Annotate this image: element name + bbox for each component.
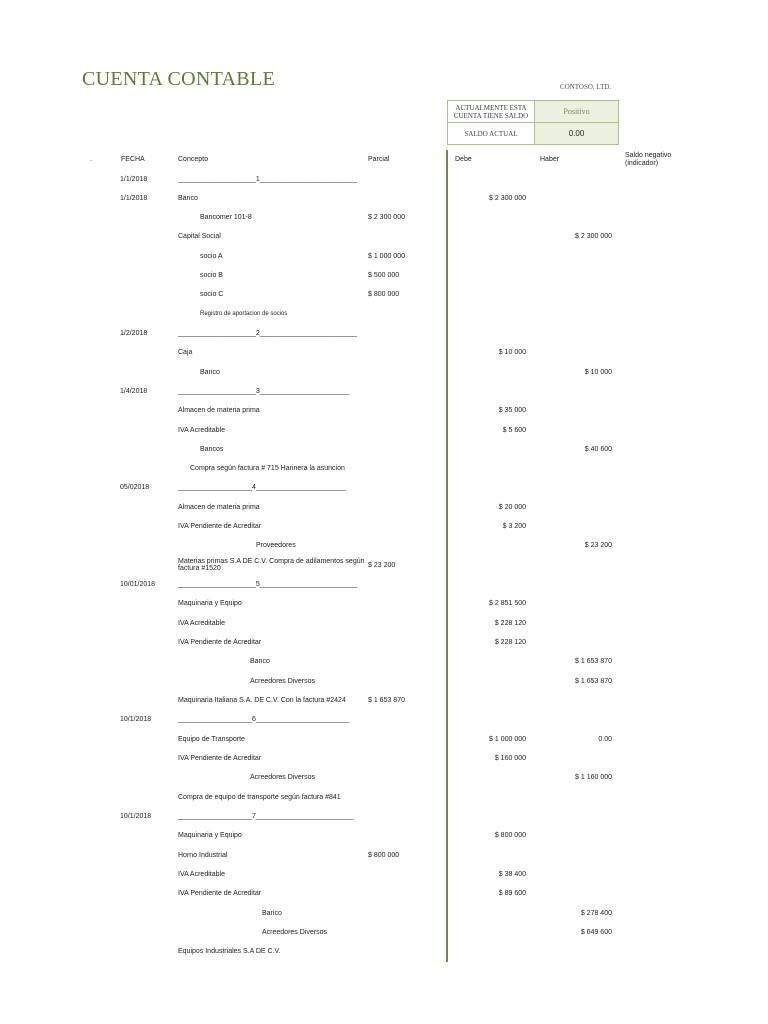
header-fecha: FECHA	[121, 156, 145, 163]
table-row	[0, 542, 768, 552]
row-parcial: $ 500 000	[368, 272, 400, 279]
row-haber: $ 2 300 000	[575, 233, 612, 240]
row-concept: Acreedores Diversos	[250, 678, 315, 685]
table-row	[0, 233, 768, 243]
table-row	[0, 581, 768, 591]
table-row	[0, 871, 768, 881]
table-row	[0, 736, 768, 746]
row-parcial: $ 800 000	[368, 291, 400, 298]
row-haber: $ 1 653 870	[575, 658, 612, 665]
table-row	[0, 427, 768, 437]
row-concept: Bancomer 101-8	[200, 214, 252, 221]
row-concept: Compra de equipo de transporte según factura #841	[178, 794, 341, 801]
row-concept: IVA Pendiente de Acreditar	[178, 890, 262, 897]
row-debe: $ 89 600	[498, 890, 526, 897]
table-row	[0, 369, 768, 379]
row-debe: $ 228 120	[494, 639, 526, 646]
row-concept: Banco	[178, 195, 198, 202]
row-debe: $ 1 000 000	[489, 736, 526, 743]
row-debe: $ 10 000	[498, 349, 526, 356]
table-row	[0, 910, 768, 920]
row-concept: ____________________2_________________________	[178, 330, 358, 337]
row-date: 1/1/2018	[120, 195, 148, 202]
row-debe: $ 2 851 500	[489, 600, 526, 607]
row-date: 10/1/2018	[120, 813, 152, 820]
row-haber: 0.00	[598, 736, 612, 743]
row-concept: Acreedores Diversos	[250, 774, 315, 781]
row-haber: $ 10 000	[584, 369, 612, 376]
table-row	[0, 310, 768, 320]
table-row	[0, 558, 768, 572]
table-row	[0, 890, 768, 900]
row-debe: $ 38 400	[498, 871, 526, 878]
row-date: 1/4/2018	[120, 388, 148, 395]
header-parcial: Parcial	[368, 156, 390, 163]
row-concept: socio B	[200, 272, 223, 279]
row-haber: $ 23 200	[584, 542, 612, 549]
row-date: 1/1/2018	[120, 176, 148, 183]
row-debe: $ 35 000	[498, 407, 526, 414]
balance-status-label: ACTUALMENTE ESTA CUENTA TIENE SALDO	[448, 101, 535, 123]
row-concept: Caja	[178, 349, 193, 356]
row-debe: $ 3 200	[502, 523, 526, 530]
row-concept: socio C	[200, 291, 224, 298]
row-date: 10/01/2018	[120, 581, 156, 588]
row-debe: $ 228 120	[494, 620, 526, 627]
row-concept: ____________________1_________________________	[178, 176, 358, 183]
row-concept: socio A	[200, 253, 223, 260]
row-concept: IVA Pendiente de Acreditar	[178, 639, 262, 646]
row-debe: $ 5 600	[502, 427, 526, 434]
table-row	[0, 330, 768, 340]
row-concept: ____________________3_______________________	[178, 388, 350, 395]
row-concept: IVA Acreditable	[178, 871, 225, 878]
header-saldo-negativo: Saldo negativo (indicador)	[625, 152, 672, 167]
table-row	[0, 774, 768, 784]
row-parcial: $ 1 000 000	[368, 253, 405, 260]
balance-status-box	[447, 100, 619, 145]
table-row	[0, 929, 768, 939]
header-haber: Haber	[540, 156, 560, 163]
table-row	[0, 349, 768, 359]
header-debe: Debe	[455, 156, 472, 163]
table-row	[0, 446, 768, 456]
row-debe: $ 800 000	[494, 832, 526, 839]
row-concept: IVA Pendiente de Acreditar	[178, 523, 262, 530]
row-parcial: $ 2 300 000	[368, 214, 405, 221]
table-row	[0, 407, 768, 417]
row-parcial: $ 1 653 870	[368, 697, 405, 704]
row-concept: ____________________5_________________________	[178, 581, 358, 588]
row-concept: Banco	[200, 369, 220, 376]
table-row	[0, 465, 768, 475]
row-concept: Maquinaria Italiana S.A. DE C.V. Con la factura #2424	[178, 697, 346, 704]
table-row	[0, 195, 768, 205]
table-row	[0, 272, 768, 282]
row-concept: Compra según factura # 715 Harinera la asuncion	[190, 465, 345, 472]
table-row	[0, 291, 768, 301]
table-row	[0, 523, 768, 533]
table-row	[0, 388, 768, 398]
row-concept: ___________________7_________________________	[178, 813, 354, 820]
row-concept: IVA Acreditable	[178, 620, 225, 627]
row-debe: $ 160 000	[494, 755, 526, 762]
row-marker: .	[90, 156, 92, 163]
row-concept: Capital Social	[178, 233, 221, 240]
row-concept: ___________________6________________________	[178, 716, 350, 723]
row-date: 10/1/2018	[120, 716, 152, 723]
row-haber: $ 1 653 870	[575, 678, 612, 685]
table-row	[0, 620, 768, 630]
header-concepto: Concepto	[178, 156, 208, 163]
table-row	[0, 948, 768, 958]
row-concept: Maquinaria y Equipo	[178, 832, 242, 839]
page-title: CUENTA CONTABLE	[82, 68, 275, 90]
row-concept: Materias primas S.A DE C.V. Compra de adilamentos según factura #1520	[178, 558, 365, 572]
table-row	[0, 639, 768, 649]
row-haber: $ 40 600	[584, 446, 612, 453]
row-concept: Banco	[262, 910, 282, 917]
row-haber: $ 1 160 000	[575, 774, 612, 781]
table-row	[0, 214, 768, 224]
table-row	[0, 176, 768, 186]
row-concept: ___________________4_______________________	[178, 484, 346, 491]
table-row	[0, 504, 768, 514]
row-date: 1/2/2018	[120, 330, 148, 337]
row-concept: Horno Industrial	[178, 852, 228, 859]
table-row	[0, 852, 768, 862]
row-concept: Proveedores	[256, 542, 296, 549]
row-debe: $ 2 300 000	[489, 195, 526, 202]
row-concept: Acreedores Diversos	[262, 929, 327, 936]
table-row	[0, 794, 768, 804]
row-concept: IVA Acreditable	[178, 427, 225, 434]
row-concept: Bancos	[200, 446, 224, 453]
row-parcial: $ 23 200	[368, 562, 396, 569]
row-debe: $ 20 000	[498, 504, 526, 511]
table-row	[0, 755, 768, 765]
table-row	[0, 832, 768, 842]
row-concept: Almacen de materia prima	[178, 504, 260, 511]
row-haber: $ 278 400	[580, 910, 612, 917]
row-parcial: $ 800 000	[368, 852, 400, 859]
row-concept: Equipo de Transporte	[178, 736, 245, 743]
table-row	[0, 484, 768, 494]
table-row	[0, 813, 768, 823]
row-concept: Equipos Industriales S.A DE C.V.	[178, 948, 281, 955]
row-concept: Registro de aportacion de socios	[200, 311, 288, 317]
table-row	[0, 678, 768, 688]
row-concept: IVA Pendiente de Acreditar	[178, 755, 262, 762]
row-concept: Maquinaria y Equipo	[178, 600, 242, 607]
current-balance-label: SALDO ACTUAL	[448, 123, 535, 145]
row-concept: Banco	[250, 658, 270, 665]
row-concept: Almacen de materia prima	[178, 407, 260, 414]
balance-status-value[interactable]: Positivo	[535, 101, 619, 123]
row-date: 05/02018	[120, 484, 150, 491]
current-balance-value[interactable]: 0.00	[535, 123, 619, 145]
company-name: CONTOSO, LTD.	[560, 83, 612, 91]
table-row	[0, 253, 768, 263]
table-row	[0, 697, 768, 707]
table-row	[0, 600, 768, 610]
table-row	[0, 716, 768, 726]
table-row	[0, 658, 768, 668]
row-haber: $ 649 600	[580, 929, 612, 936]
